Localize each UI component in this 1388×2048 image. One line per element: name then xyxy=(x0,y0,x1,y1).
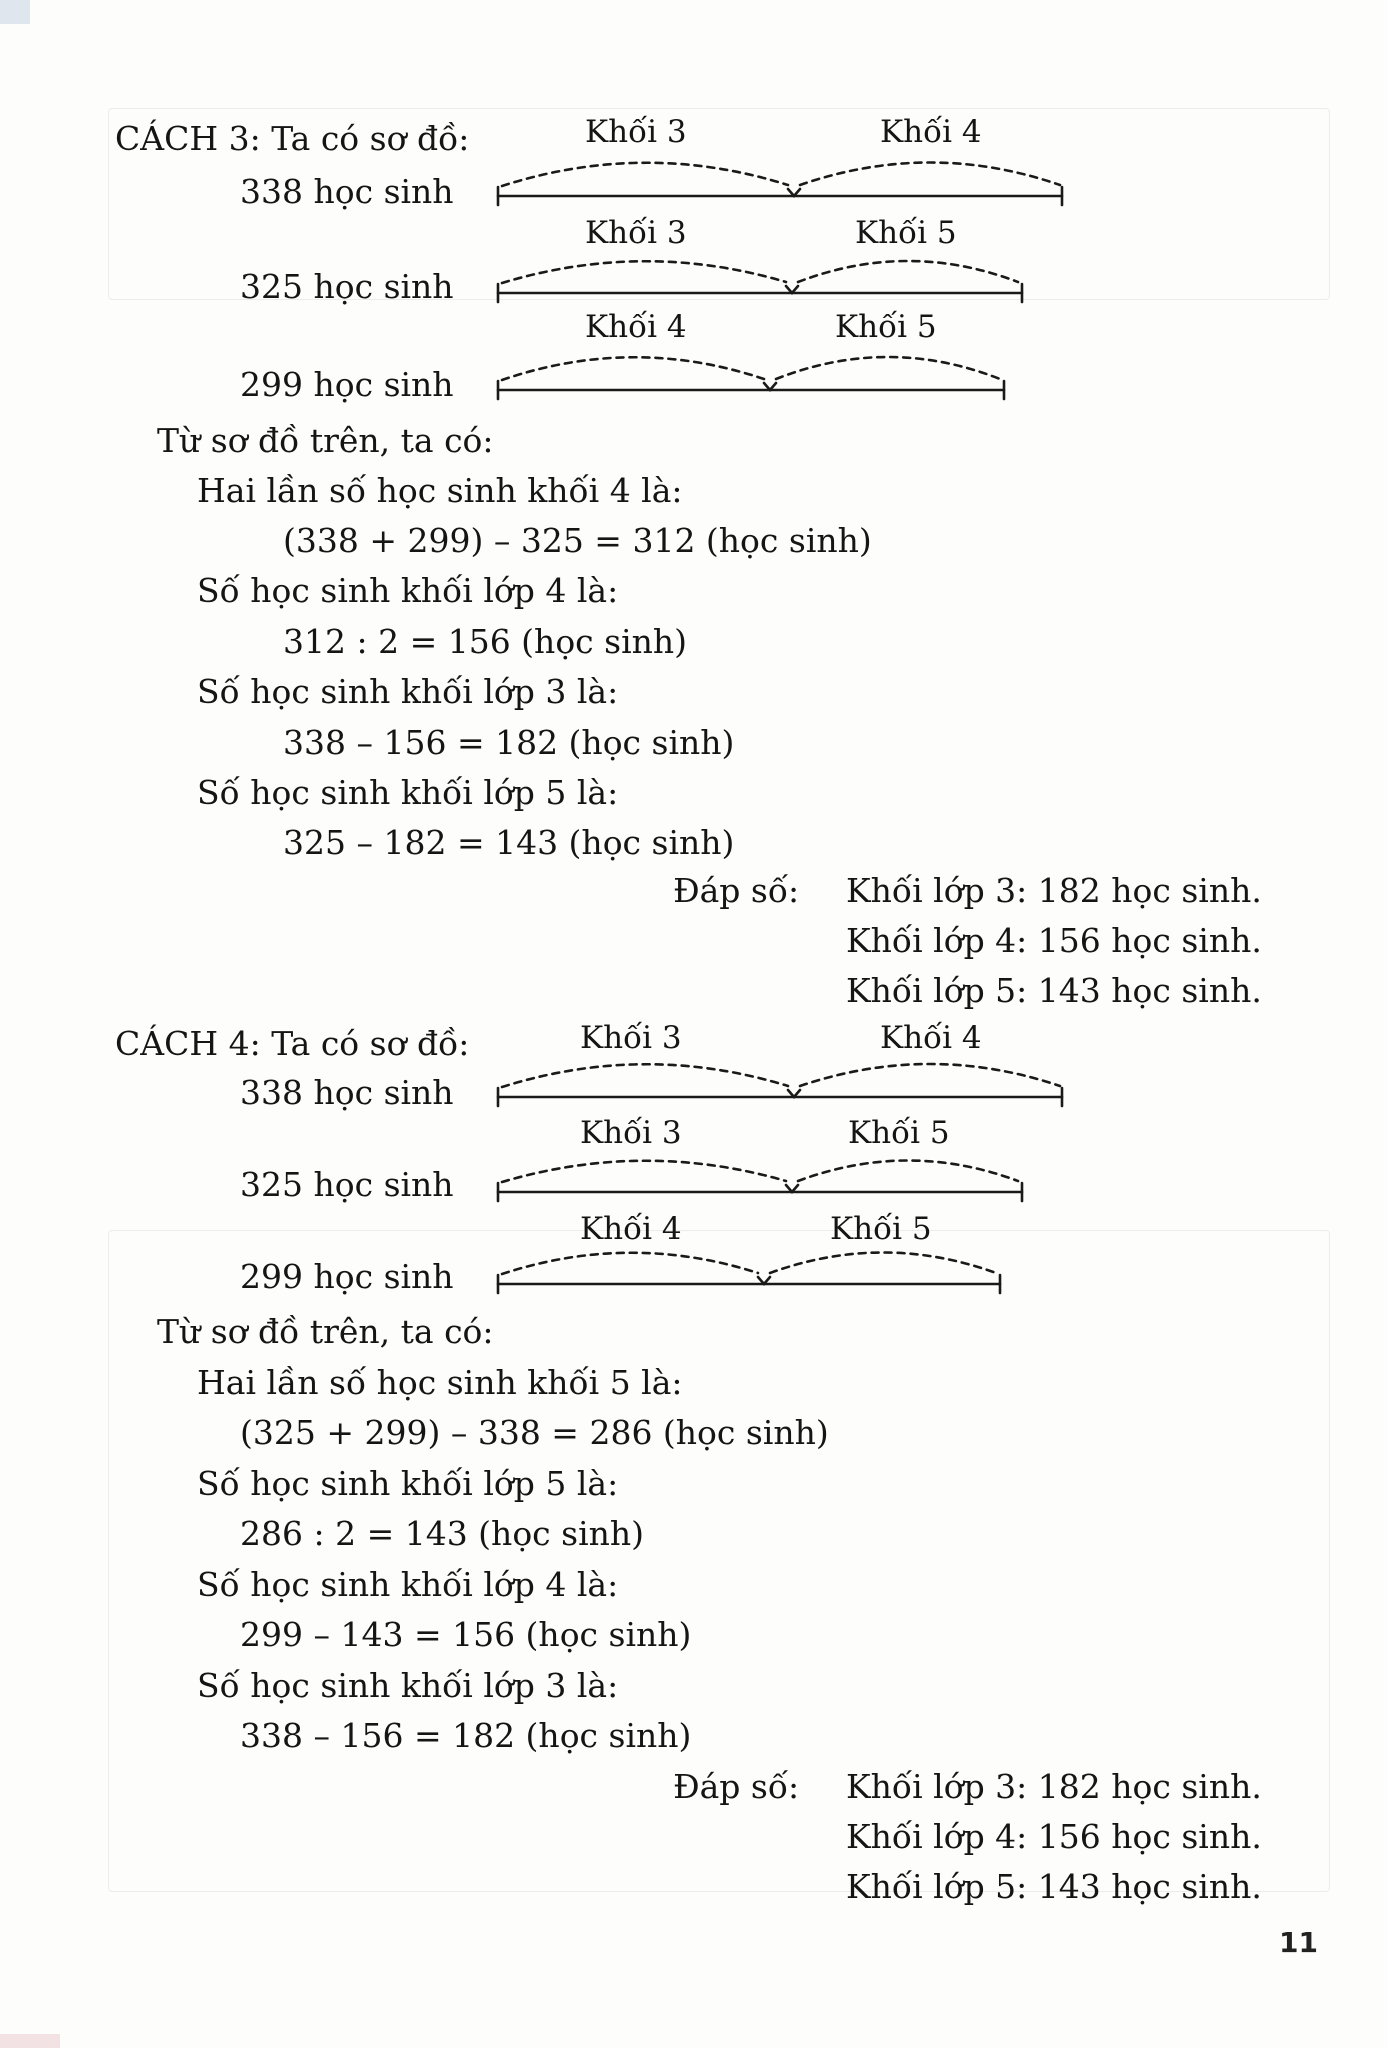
method4-line: Từ sơ đồ trên, ta có: xyxy=(157,1312,494,1351)
method3-line: 338 – 156 = 182 (học sinh) xyxy=(283,723,735,762)
method3-line: Số học sinh khối lớp 4 là: xyxy=(197,571,619,610)
method4-row2-seg1-label: Khối 3 xyxy=(580,1115,682,1151)
method3-row3-bar xyxy=(498,381,1004,399)
method3-line: (338 + 299) – 325 = 312 (học sinh) xyxy=(283,521,872,560)
method4-row2-label: 325 học sinh xyxy=(240,1165,454,1204)
method3-line: 312 : 2 = 156 (học sinh) xyxy=(283,622,688,661)
method3-line: Từ sơ đồ trên, ta có: xyxy=(157,421,494,460)
method3-answer-item: Khối lớp 5: 143 học sinh. xyxy=(846,971,1262,1010)
method4-row3-seg2-label: Khối 5 xyxy=(830,1211,932,1247)
method4-line: 286 : 2 = 143 (học sinh) xyxy=(240,1514,645,1553)
method3-row1-braces xyxy=(502,163,1060,187)
method4-line: Số học sinh khối lớp 3 là: xyxy=(197,1666,619,1705)
method4-line: Số học sinh khối lớp 4 là: xyxy=(197,1565,619,1604)
method3-row3-seg1-label: Khối 4 xyxy=(585,309,687,345)
page-number: 11 xyxy=(1279,1926,1318,1959)
method3-line: 325 – 182 = 143 (học sinh) xyxy=(283,823,735,862)
method3-line: Hai lần số học sinh khối 4 là: xyxy=(197,471,683,510)
method4-answer-label: Đáp số: xyxy=(673,1767,800,1806)
method3-row2-seg1-label: Khối 3 xyxy=(585,215,687,251)
method3-row2-bar xyxy=(498,284,1022,302)
method4-line: Hai lần số học sinh khối 5 là: xyxy=(197,1363,683,1402)
method3-row3-label: 299 học sinh xyxy=(240,365,454,404)
method3-line: Số học sinh khối lớp 5 là: xyxy=(197,773,619,812)
method4-row1-braces xyxy=(502,1064,1060,1087)
method4-row2-seg2-label: Khối 5 xyxy=(848,1115,950,1151)
method4-row3-braces xyxy=(502,1253,996,1275)
method4-answer-item: Khối lớp 4: 156 học sinh. xyxy=(846,1817,1262,1856)
method3-row2-seg2-label: Khối 5 xyxy=(855,215,957,251)
method4-row2-braces xyxy=(502,1161,1018,1183)
method3-answer-label: Đáp số: xyxy=(673,871,800,910)
method4-line: Số học sinh khối lớp 5 là: xyxy=(197,1464,619,1503)
method4-line: (325 + 299) – 338 = 286 (học sinh) xyxy=(240,1413,829,1452)
method3-row1-bar xyxy=(498,187,1062,205)
method4-answer-item: Khối lớp 5: 143 học sinh. xyxy=(846,1867,1262,1906)
method3-row2-braces xyxy=(502,261,1018,283)
method3-row1-seg2-label: Khối 4 xyxy=(880,114,982,150)
method3-answer-item: Khối lớp 3: 182 học sinh. xyxy=(846,871,1262,910)
method4-row1-label: 338 học sinh xyxy=(240,1073,454,1112)
method3-row1-seg1-label: Khối 3 xyxy=(585,114,687,150)
method3-heading: CÁCH 3: Ta có sơ đồ: xyxy=(115,119,470,158)
method4-row1-seg2-label: Khối 4 xyxy=(880,1020,982,1056)
method3-row2-label: 325 học sinh xyxy=(240,267,454,306)
method4-row1-seg1-label: Khối 3 xyxy=(580,1020,682,1056)
method4-line: 338 – 156 = 182 (học sinh) xyxy=(240,1716,692,1755)
method4-heading: CÁCH 4: Ta có sơ đồ: xyxy=(115,1024,470,1063)
method4-row1-bar xyxy=(498,1088,1062,1106)
method4-row2-bar xyxy=(498,1183,1022,1201)
method3-row1-label: 338 học sinh xyxy=(240,172,454,211)
method4-row3-label: 299 học sinh xyxy=(240,1257,454,1296)
method4-line: 299 – 143 = 156 (học sinh) xyxy=(240,1615,692,1654)
method3-row3-seg2-label: Khối 5 xyxy=(835,309,937,345)
method4-answer-item: Khối lớp 3: 182 học sinh. xyxy=(846,1767,1262,1806)
method4-row3-seg1-label: Khối 4 xyxy=(580,1211,682,1247)
method4-row3-bar xyxy=(498,1275,1000,1293)
method3-row3-braces xyxy=(502,357,1000,380)
method3-line: Số học sinh khối lớp 3 là: xyxy=(197,672,619,711)
method3-answer-item: Khối lớp 4: 156 học sinh. xyxy=(846,921,1262,960)
